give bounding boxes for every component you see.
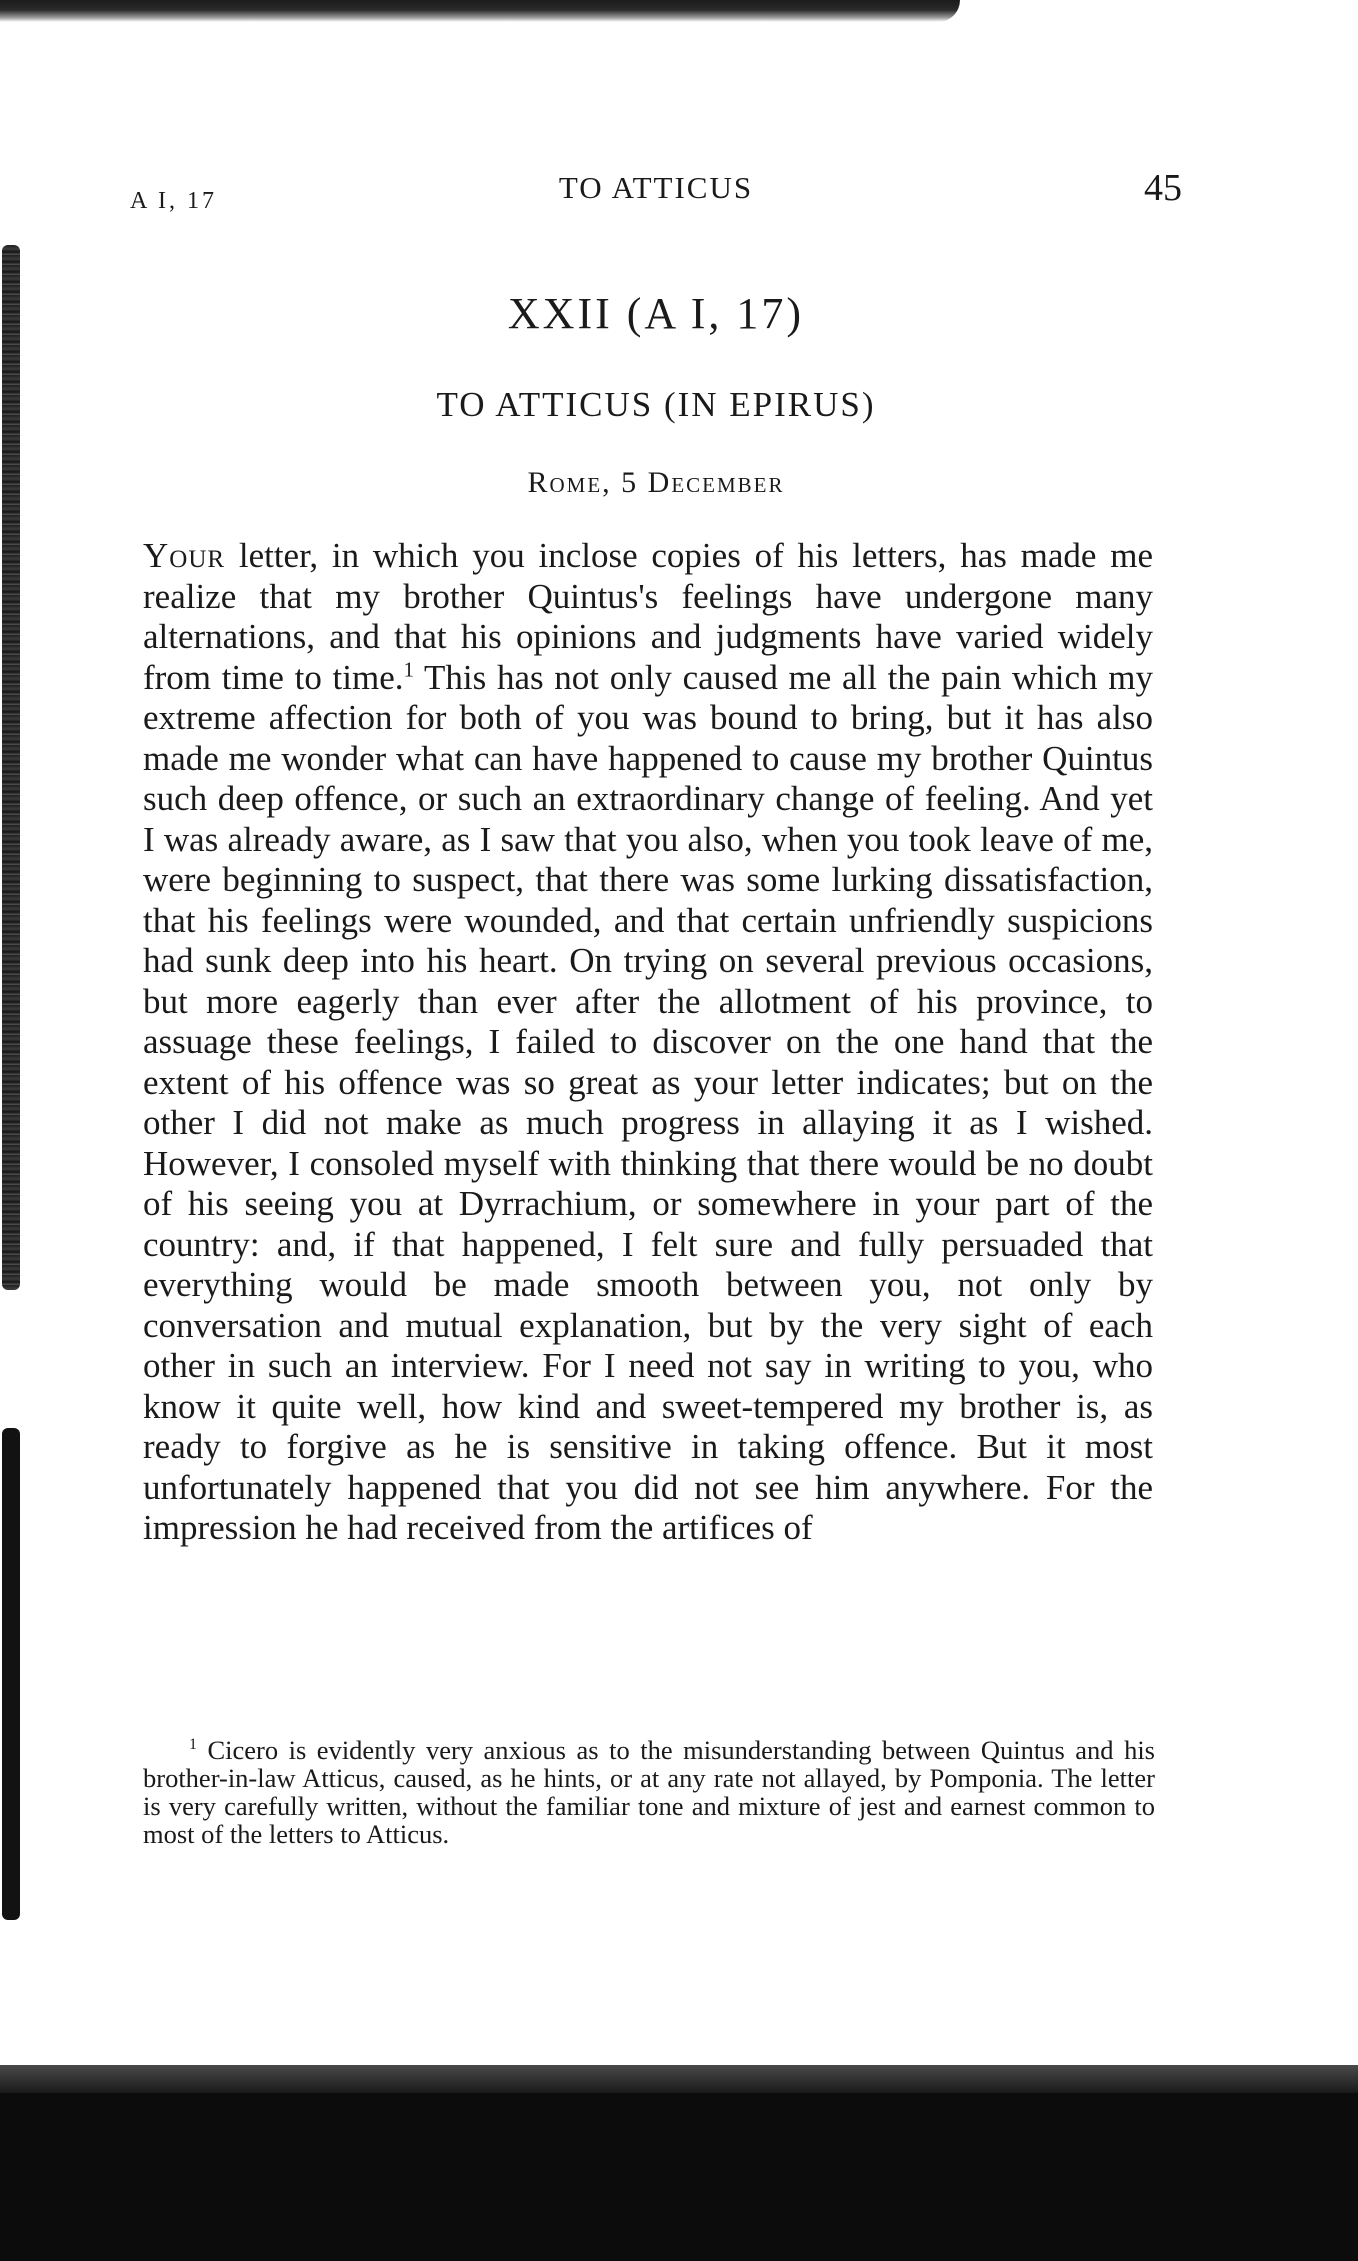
page-number: 45 xyxy=(1144,167,1182,209)
letter-number: XXII (A I, 17) xyxy=(507,289,805,338)
body-text-part-1: letter, in which you inclose copies of his letters, has made me realize that my brother Quintus's feelings have undergone many alternations, and that his opinions and judgments have varied widely from time to time. xyxy=(143,536,1153,697)
body-text-part-2: This has not only caused me all the pain which my extreme affection for both of you was bound to bring, but it has also made me wonder what can have happened to cause my brother Quintus such deep offence, or such an extraordinary change of feeling. And yet I was already aware, as I saw that you also, when you took leave of me, were beginning to suspect, that there was some lurking dissatisfaction, that his feelings were wounded, and that certain unfriendly suspicions had sunk deep into his heart. On trying on several previous occasions, but more eagerly than ever after the allotment of his province, to assuage these feelings, I failed to discover on the one hand that the extent of his offence was so great as your letter indicates; but on the other I did not make as much progress in allaying it as I wished. However, I consoled myself with thinking that there would be no doubt of his seeing you at Dyrrachium, or somewhere in your part of the country: and, if that happened, I felt sure and fully persuaded that everything would be made smooth between you, not only by conversation and mutual explanation, but by the very sight of each other in such an interview. For I need not say in writing to you, who know it quite well, how kind and sweet-tempered my brother is, as ready to forgive as he is sensitive in taking offence. But it most unfortunately happened that you did not see him anywhere. For the impression he had received from the artifices of xyxy=(143,657,1153,1547)
scan-left-edge-lower xyxy=(2,1428,20,1920)
footnote-reference: 1 xyxy=(403,656,414,681)
letter-reference: A I, 17 xyxy=(130,188,217,214)
letter-body xyxy=(143,536,1153,1549)
scan-bottom-edge xyxy=(0,2065,1358,2261)
letter-dateline: Rome, 5 December xyxy=(527,466,785,499)
scan-top-edge xyxy=(0,0,960,22)
footnote-text: Cicero is evidently very anxious as to the misunderstanding between Quintus and his brother-in-law Atticus, caused, as he hints, or at any rate not allayed, by Pomponia. The letter is very carefully written, without the familiar tone and mixture of jest and earnest common to most of the letters to Atticus. xyxy=(143,1735,1155,1849)
running-head xyxy=(130,167,1182,220)
footnote-marker: 1 xyxy=(189,1736,197,1754)
letter-addressee: TO ATTICUS (IN EPIRUS) xyxy=(436,385,876,424)
scan-left-edge-upper xyxy=(2,245,20,1290)
opening-word: Your xyxy=(143,536,226,575)
running-title: TO ATTICUS xyxy=(558,170,754,205)
footnote xyxy=(143,1736,1155,1848)
